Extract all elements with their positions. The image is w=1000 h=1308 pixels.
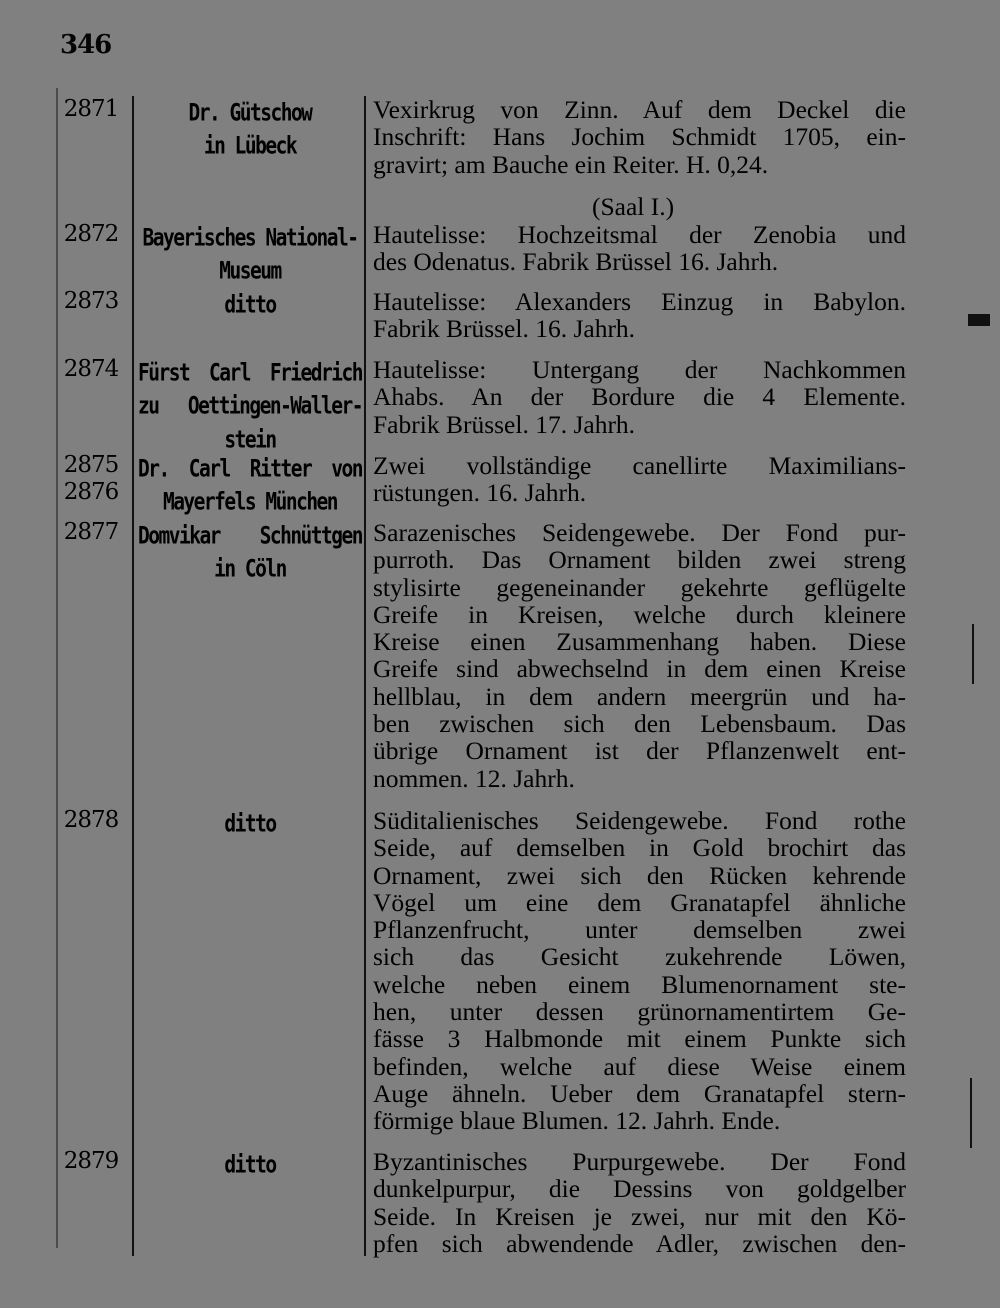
- entry-description: Süditalienisches Seidengewebe. Fond rothe Seide, auf demselben in Gold brochirt das Ornament, zwei sich den Rücken kehrende Vögel um eine dem Granatapfel ähnliche Pflanzenfrucht, unter demselben zwei sich das Gesicht zukehrende Löwen, welche neben einem Blumenornament ste- hen, unter dessen grünornamentirtem Ge- fässe 3 Halbmonde mit einem Punkte sich befinden, welche auf diese Weise einem Auge ähneln. Ueber dem Granatapfel stern- förmige blaue Blumen. 12. Jahrh. Ende.: [373, 806, 906, 1136]
- entry-lender: Fürst Carl Friedrich zu Oettingen-Waller- stein: [138, 358, 362, 454]
- entry-description: Hautelisse: Untergang der Nachkommen Ahabs. An der Bordure die 4 Elemente. Fabrik Brüssel. 17. Jahrh.: [373, 355, 906, 439]
- page-number: 346: [60, 30, 112, 60]
- page-edge-line: [56, 88, 58, 1248]
- entry-number: 2872: [63, 221, 119, 247]
- entry-description: Hautelisse: Alexanders Einzug in Babylon. Fabrik Brüssel. 16. Jahrh.: [373, 287, 906, 344]
- entry-lender: ditto: [224, 1150, 276, 1179]
- scan-speck: [972, 624, 974, 684]
- entry-description: Hautelisse: Hochzeitsmal der Zenobia und des Odenatus. Fabrik Brüssel 16. Jahrh.: [373, 220, 906, 277]
- entry-lender: ditto: [224, 290, 276, 319]
- entry-number: 2875 2876: [63, 452, 119, 506]
- entry-number: 2878: [63, 807, 119, 833]
- column-rule-left: [132, 96, 134, 1256]
- entry-lender: Dr. Gütschow in Lübeck: [188, 98, 312, 160]
- entry-lender: Bayerisches National- Museum: [142, 223, 358, 285]
- scan-speck: [970, 1078, 972, 1148]
- entry-lender: Dr. Carl Ritter von Mayerfels München: [138, 454, 362, 516]
- room-note: (Saal I.): [592, 192, 675, 221]
- entry-number: 2874: [63, 356, 119, 382]
- column-rule-right: [364, 96, 366, 1256]
- entry-number: 2871: [63, 96, 119, 122]
- entry-description: Sarazenisches Seidengewebe. Der Fond pur- purroth. Das Ornament bilden zwei streng stylisirte gegeneinander gekehrte geflügelte Greife in Kreisen, welche durch kleinere Kreise einen Zusammenhang haben. Diese Greife sind abwechselnd in dem einen Kreise hellblau, in dem andern meergrün und ha- ben zwischen sich den Lebensbaum. Das übrige Ornament ist der Pflanzenwelt ent- nommen. 12. Jahrh.: [373, 518, 906, 793]
- entry-description: Byzantinisches Purpurgewebe. Der Fond dunkelpurpur, die Dessins von goldgelber Seide. In Kreisen je zwei, nur mit den Kö- pfen sich abwendende Adler, zwischen den-: [373, 1147, 906, 1258]
- entry-lender: ditto: [224, 809, 276, 838]
- entry-description: Vexirkrug von Zinn. Auf dem Deckel die Inschrift: Hans Jochim Schmidt 1705, ein- gravirt; am Bauche ein Reiter. H. 0,24.: [373, 95, 906, 179]
- entry-description: Zwei vollständige canellirte Maximilians- rüstungen. 16. Jahrh.: [373, 451, 906, 508]
- scan-speck: [968, 314, 990, 326]
- entry-lender: Domvikar Schnüttgen in Cöln: [138, 521, 362, 583]
- entry-number: 2873: [63, 288, 119, 314]
- entry-number: 2879: [63, 1148, 119, 1174]
- entry-number: 2877: [63, 519, 119, 545]
